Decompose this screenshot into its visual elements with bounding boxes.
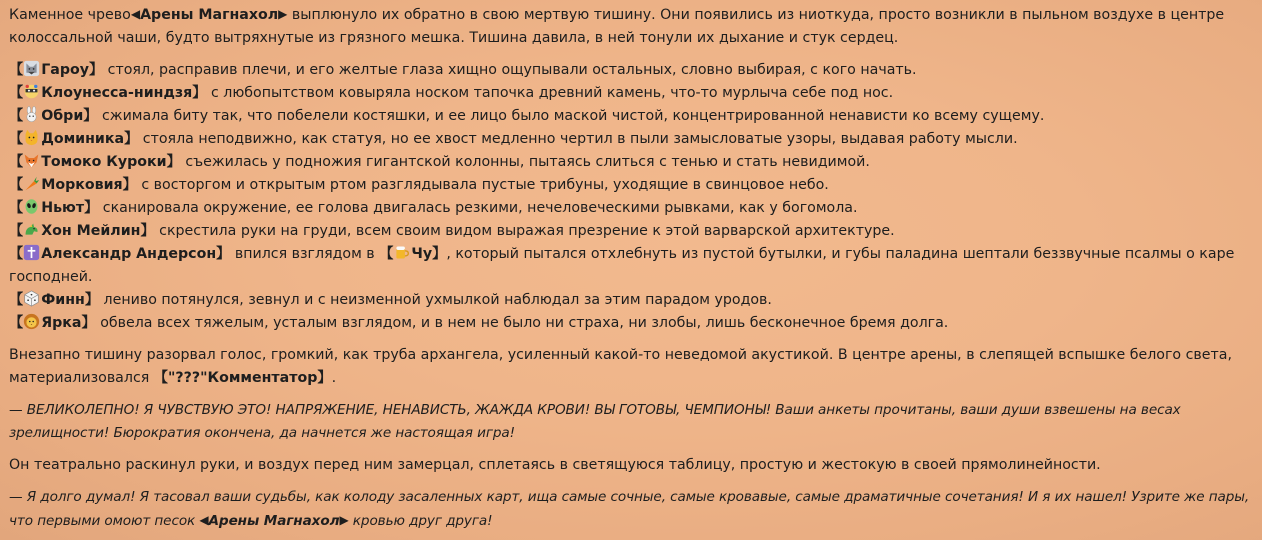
arena-name: Арены Магнахол	[140, 7, 279, 23]
dice-icon	[23, 290, 40, 307]
character-name: Клоунесса-ниндзя	[41, 85, 193, 101]
character-line	[9, 105, 1255, 128]
beer-icon	[393, 244, 410, 261]
bracket-close: 】	[83, 108, 98, 124]
character-line	[9, 128, 1255, 151]
character-line	[9, 59, 1255, 82]
bracket-open: 【	[9, 108, 24, 124]
character-description: сканировала окружение, ее голова двигалась резкими, нечеловеческими рывками, как у богомола.	[98, 200, 858, 216]
alien-icon	[23, 198, 40, 215]
bracket-open: 【	[9, 246, 24, 262]
carrot-icon	[23, 175, 40, 192]
character-line	[9, 174, 1255, 197]
bracket-close: 】	[432, 246, 447, 262]
bracket-open: 【	[9, 315, 24, 331]
wolf-icon	[23, 60, 40, 77]
dragon-icon	[23, 221, 40, 238]
fox-icon	[23, 152, 40, 169]
commentator-speech-1: — ВЕЛИКОЛЕПНО! Я ЧУВСТВУЮ ЭТО! НАПРЯЖЕНИЕ, НЕНАВИСТЬ, ЖАЖДА КРОВИ! ВЫ ГОТОВЫ, ЧЕМПИОНЫ! Ваши анкеты прочитаны, ваши души взвешены на весах зрелищности! Бюрократия окончена, да начнется же настоящая игра!	[9, 402, 1181, 441]
lion-icon	[23, 313, 40, 330]
character-line	[9, 82, 1255, 105]
character-name: Ньют	[41, 200, 85, 216]
character-name: Александр Андерсон	[41, 246, 217, 262]
bracket-close: 】	[84, 200, 99, 216]
character-name-chu: Чу	[411, 246, 433, 262]
character-line	[9, 312, 1255, 335]
character-name: Доминика	[41, 131, 125, 147]
character-description: сжимала биту так, что побелели костяшки, и ее лицо было маской чистой, концентрированной ненависти ко всему сущему.	[97, 108, 1045, 124]
character-description: , который пытался отхлебнуть из пустой бутылки, и губы паладина шептали беззвучные псалмы о каре господней.	[9, 246, 1235, 285]
character-list	[9, 59, 1255, 335]
character-line-anderson	[9, 243, 1255, 289]
bracket-close: 】	[192, 85, 207, 101]
speech2-end: кровью друг друга!	[348, 513, 493, 529]
voice-end: .	[331, 370, 337, 386]
character-name: Ярка	[41, 315, 82, 331]
commentator-speech-2	[9, 486, 1255, 533]
bracket-close: 】	[81, 315, 96, 331]
rabbit-icon	[23, 106, 40, 123]
character-line	[9, 197, 1255, 220]
arena-left-marker: ◀	[130, 7, 141, 21]
bracket-close: 】	[216, 246, 231, 262]
character-name: Хон Мейлин	[41, 223, 141, 239]
character-description: стоял, расправив плечи, и его желтые глаза хищно ощупывали остальных, словно выбирая, с кого начать.	[103, 62, 917, 78]
arena-title-2	[199, 513, 348, 529]
bracket-open: 【	[9, 292, 24, 308]
character-name: Гароу	[41, 62, 89, 78]
cat-icon	[23, 129, 40, 146]
voice-paragraph	[9, 344, 1255, 390]
bracket-open: 【	[9, 154, 24, 170]
character-description: лениво потянулся, зевнул и с неизменной ухмылкой наблюдал за этим парадом уродов.	[99, 292, 772, 308]
story-text	[9, 3, 1255, 533]
character-description: с восторгом и открытым ртом разглядывала пустые трибуны, уходящие в свинцовое небо.	[136, 177, 829, 193]
bracket-open: 【	[9, 177, 24, 193]
voice-text: Внезапно тишину разорвал голос, громкий, как труба архангела, усиленный какой-то неведомой акустикой. В центре арены, в слепящей вспышке белого света, материализовался	[9, 347, 1232, 386]
bracket-open: 【	[379, 246, 394, 262]
commentator-name: "???"Комментатор	[168, 370, 318, 386]
speech2-text: — Я долго думал! Я тасовал ваши судьбы, как колоду засаленных карт, ища самые сочные, самые кровавые, самые драматичные сочетания! И я их нашел! Узрите же пары, что первыми омоют песок	[9, 489, 1250, 529]
character-description: обвела всех тяжелым, усталым взглядом, и в нем не было ни страха, ни злобы, лишь бесконечное бремя долга.	[95, 315, 949, 331]
character-description: съежилась у подножия гигантской колонны, пытаясь слиться с тенью и стать невидимой.	[180, 154, 870, 170]
character-name: Обри	[41, 108, 84, 124]
bracket-close: 】	[317, 370, 332, 386]
arena-right-marker: ▶	[339, 513, 349, 527]
bracket-close: 】	[166, 154, 181, 170]
character-description: с любопытством ковыряла носком тапочка древний камень, что-то мурлыча себе под нос.	[206, 85, 894, 101]
bracket-open: 【	[9, 200, 24, 216]
arena-left-marker: ◀	[199, 513, 209, 527]
bracket-close: 】	[84, 292, 100, 308]
bracket-open: 【	[9, 85, 24, 101]
bracket-close: 】	[122, 177, 137, 193]
character-name: Томоко Куроки	[41, 154, 167, 170]
bracket-close: 】	[88, 62, 104, 78]
bracket-open: 【	[153, 370, 168, 386]
bracket-open: 【	[9, 62, 24, 78]
character-line	[9, 151, 1255, 174]
cross-icon	[23, 244, 40, 261]
character-description: стояла неподвижно, как статуя, но ее хвост медленно чертил в пыли замысловатые узоры, выдавая работу мысли.	[138, 131, 1018, 147]
arena-name: Арены Магнахол	[208, 513, 340, 529]
bracket-close: 】	[124, 131, 139, 147]
bracket-close: 】	[140, 223, 155, 239]
character-name: Финн	[41, 292, 85, 308]
character-name: Морковия	[41, 177, 123, 193]
character-line	[9, 289, 1255, 312]
intro-text-start: Каменное чрево	[9, 7, 131, 23]
character-description: скрестила руки на груди, всем своим видом выражая презрение к этой варварской архитектуре.	[154, 223, 895, 239]
bracket-open: 【	[9, 223, 24, 239]
bracket-open: 【	[9, 131, 24, 147]
intro-text-rest: выплюнуло их обратно в свою мертвую тишину. Они появились из ниоткуда, просто возникли в пыльном воздухе в центре колоссальной чаши, будто вытряхнутые из грязного мешка. Тишина давила, в ней тонули их дыхание и стук сердец.	[9, 7, 1225, 46]
ninja-clown-icon	[23, 83, 40, 100]
character-line	[9, 220, 1255, 243]
table-paragraph: Он театрально раскинул руки, и воздух перед ним замерцал, сплетаясь в светящуюся таблицу, простую и жестокую в своей прямолинейности.	[9, 457, 1101, 473]
intro-paragraph	[9, 3, 1255, 50]
character-description: впился взглядом в	[230, 246, 380, 262]
arena-right-marker: ▶	[278, 7, 288, 21]
arena-title	[131, 7, 288, 23]
